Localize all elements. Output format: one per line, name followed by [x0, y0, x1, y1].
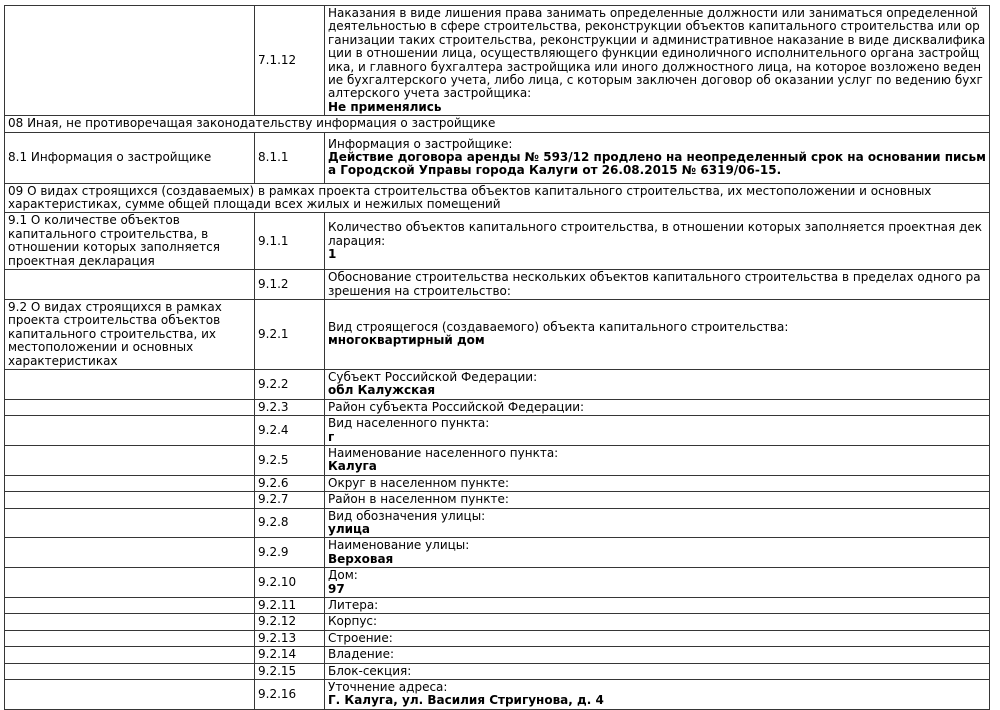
row-content-cell	[325, 445, 990, 475]
field-value: обл Калужская	[328, 383, 436, 398]
row-content-cell	[325, 680, 990, 710]
row-number: 9.2.16	[258, 686, 297, 701]
row-number-cell	[255, 213, 325, 270]
row-content-cell	[325, 270, 990, 300]
section-header-text: 08 Иная, не противоречащая законодательству информация о застройщике	[8, 116, 496, 131]
row-number-cell	[255, 598, 325, 614]
row-content-cell	[325, 647, 990, 663]
field-value: Не применялись	[328, 99, 442, 114]
field-label: Информация о застройщике:	[328, 136, 513, 151]
row-number: 9.2.8	[258, 515, 289, 530]
field-value: Калуга	[328, 459, 377, 474]
row-left-cell	[5, 213, 255, 270]
declaration-table	[4, 5, 990, 710]
field-value: 1	[328, 246, 337, 261]
field-label: Субъект Российской Федерации:	[328, 369, 538, 384]
row-left-cell	[5, 132, 255, 183]
table-row	[5, 399, 990, 415]
field-label: Наименование населенного пункта:	[328, 445, 559, 460]
row-number-cell	[255, 630, 325, 646]
row-number: 9.2.5	[258, 452, 289, 467]
row-number: 8.1.1	[258, 149, 289, 164]
left-label: 9.2 О видах строящихся в рамках проекта строительства объектов капитального строительства, их местоположении и основных характеристиках	[8, 299, 222, 368]
row-number-cell	[255, 299, 325, 369]
row-content-cell	[325, 598, 990, 614]
row-number-cell	[255, 680, 325, 710]
row-number: 9.2.10	[258, 574, 297, 589]
field-value: Верховая	[328, 551, 394, 566]
table-row	[5, 492, 990, 508]
row-number-cell	[255, 6, 325, 116]
row-left-cell	[5, 538, 255, 568]
section-header-cell	[5, 116, 990, 132]
table-row	[5, 6, 990, 116]
field-label: Район субъекта Российской Федерации:	[328, 399, 585, 414]
table-row	[5, 614, 990, 630]
section-header-cell	[5, 183, 990, 213]
row-content-cell	[325, 475, 990, 491]
field-label: Вид населенного пункта:	[328, 416, 490, 431]
row-content-cell	[325, 630, 990, 646]
field-label: Корпус:	[328, 614, 378, 629]
section-header-row	[5, 116, 990, 132]
table-row	[5, 213, 990, 270]
left-label: 8.1 Информация о застройщике	[8, 149, 212, 164]
table-row	[5, 598, 990, 614]
field-label: Литера:	[328, 598, 379, 613]
field-label: Вид обозначения улицы:	[328, 508, 486, 523]
row-number-cell	[255, 369, 325, 399]
field-label: Обоснование строительства нескольких объектов капитального строительства в пределах одного разрешения на строительство:	[328, 270, 981, 298]
field-value: Г. Калуга, ул. Василия Стригунова, д. 4	[328, 693, 604, 708]
row-number: 9.2.12	[258, 614, 297, 629]
field-label: Строение:	[328, 630, 393, 645]
row-left-cell	[5, 680, 255, 710]
field-label: Дом:	[328, 568, 358, 583]
row-left-cell	[5, 270, 255, 300]
row-number: 9.2.15	[258, 663, 297, 678]
row-number-cell	[255, 614, 325, 630]
field-label: Количество объектов капитального строительства, в отношении которых заполняется проектная декларация:	[328, 220, 982, 248]
section-header-text: 09 О видах строящихся (создаваемых) в рамках проекта строительства объектов капитального строительства, их местоположении и основных характеристиках, сумме общей площади всех жилых и нежилых помещений	[8, 183, 932, 212]
field-label: Район в населенном пункте:	[328, 492, 509, 507]
field-label: Наименование улицы:	[328, 538, 470, 553]
row-left-cell	[5, 614, 255, 630]
row-left-cell	[5, 492, 255, 508]
table-row	[5, 416, 990, 446]
row-left-cell	[5, 630, 255, 646]
field-label: Блок-секция:	[328, 663, 412, 678]
row-left-cell	[5, 299, 255, 369]
field-value: улица	[328, 522, 371, 536]
row-number: 9.2.6	[258, 475, 289, 490]
row-content-cell	[325, 568, 990, 598]
field-label: Вид строящегося (создаваемого) объекта капитального строительства:	[328, 320, 789, 335]
field-value: многоквартирный дом	[328, 333, 485, 348]
table-row	[5, 663, 990, 679]
row-number: 7.1.12	[258, 52, 297, 67]
row-number: 9.2.2	[258, 376, 289, 391]
table-row	[5, 445, 990, 475]
table-row	[5, 647, 990, 663]
row-number-cell	[255, 663, 325, 679]
row-number: 9.2.13	[258, 630, 297, 645]
row-content-cell	[325, 213, 990, 270]
field-value: 97	[328, 581, 345, 596]
row-number: 9.2.9	[258, 545, 289, 560]
row-content-cell	[325, 416, 990, 446]
table-row	[5, 270, 990, 300]
table-row	[5, 299, 990, 369]
row-content-cell	[325, 538, 990, 568]
table-row	[5, 680, 990, 710]
section-header-row	[5, 183, 990, 213]
row-content-cell	[325, 614, 990, 630]
row-left-cell	[5, 416, 255, 446]
table-row	[5, 630, 990, 646]
field-label: Владение:	[328, 647, 395, 662]
row-number-cell	[255, 132, 325, 183]
row-number-cell	[255, 492, 325, 508]
row-number: 9.2.7	[258, 492, 289, 507]
row-number-cell	[255, 568, 325, 598]
row-left-cell	[5, 6, 255, 116]
row-left-cell	[5, 568, 255, 598]
row-left-cell	[5, 598, 255, 614]
table-row	[5, 369, 990, 399]
field-label: Наказания в виде лишения права занимать определенные должности или заниматься определенной деятельностью в сфере строительства, реконструкции объектов капитального строительства или организации таких строительства, реконструкции и административное наказание в виде дисквалификации в отношении лица, осуществляющего функции единоличного исполнительного органа застройщика, и главного бухгалтера застройщика или иного должностного лица, на которое возложено ведение бухгалтерского учета, либо лица, с которым заключен договор об оказании услуг по ведению бухгалтерского учета застройщика:	[328, 6, 986, 101]
row-content-cell	[325, 399, 990, 415]
table-row	[5, 508, 990, 538]
row-number-cell	[255, 416, 325, 446]
row-left-cell	[5, 663, 255, 679]
row-number: 9.2.14	[258, 647, 297, 662]
row-number: 9.2.4	[258, 422, 289, 437]
table-row	[5, 132, 990, 183]
row-number-cell	[255, 399, 325, 415]
row-number-cell	[255, 508, 325, 538]
row-left-cell	[5, 399, 255, 415]
row-number: 9.1.1	[258, 233, 289, 248]
row-left-cell	[5, 475, 255, 491]
table-row	[5, 475, 990, 491]
row-number-cell	[255, 475, 325, 491]
row-number: 9.2.1	[258, 326, 289, 341]
row-number: 9.1.2	[258, 276, 289, 291]
row-left-cell	[5, 369, 255, 399]
table-row	[5, 568, 990, 598]
row-number-cell	[255, 647, 325, 663]
row-content-cell	[325, 132, 990, 183]
left-label: 9.1 О количестве объектов капитального строительства, в отношении которых заполняется проектная декларация	[8, 213, 220, 268]
row-content-cell	[325, 663, 990, 679]
row-number-cell	[255, 538, 325, 568]
row-content-cell	[325, 492, 990, 508]
field-value: г	[328, 429, 335, 444]
row-left-cell	[5, 508, 255, 538]
field-label: Уточнение адреса:	[328, 680, 448, 695]
row-number: 9.2.11	[258, 598, 297, 613]
row-left-cell	[5, 445, 255, 475]
row-content-cell	[325, 508, 990, 538]
row-content-cell	[325, 369, 990, 399]
row-number: 9.2.3	[258, 399, 289, 414]
row-content-cell	[325, 299, 990, 369]
row-number-cell	[255, 445, 325, 475]
row-content-cell	[325, 6, 990, 116]
table-row	[5, 538, 990, 568]
field-value: Действие договора аренды № 593/12 продлено на неопределенный срок на основании письма Городской Управы города Калуги от 26.08.2015 № 6319/06-15.	[328, 149, 986, 178]
field-label: Округ в населенном пункте:	[328, 475, 510, 490]
row-number-cell	[255, 270, 325, 300]
row-left-cell	[5, 647, 255, 663]
